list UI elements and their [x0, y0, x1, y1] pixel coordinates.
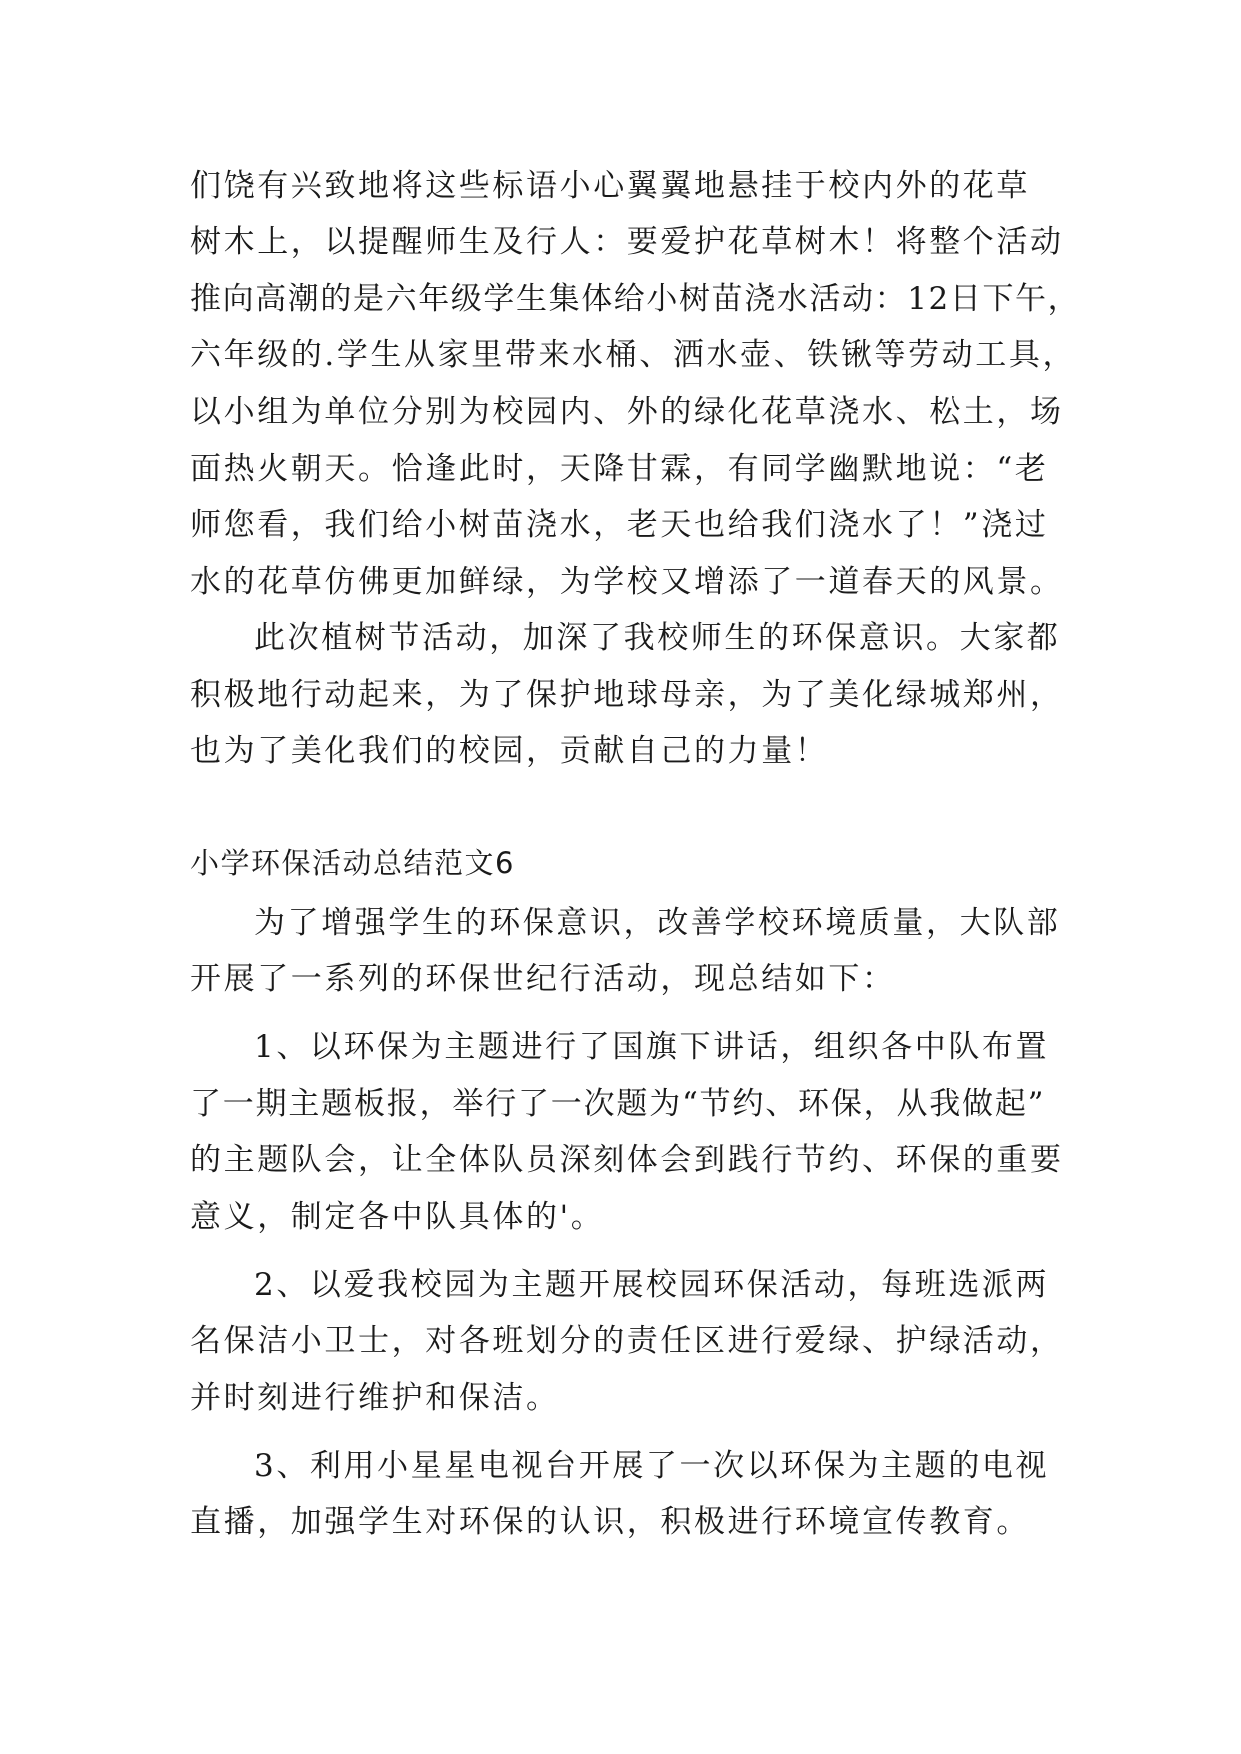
paragraph-line: 六年级的.学生从家里带来水桶、洒水壶、铁锹等劳动工具，: [190, 337, 1077, 373]
list-item-line: 的主题队会，让全体队员深刻体会到践行节约、环保的重要: [190, 1142, 1064, 1178]
paragraph-line: 也为了美化我们的校园，贡献自己的力量！: [190, 733, 829, 769]
list-item-line: 了一期主题板报，举行了一次题为“节约、环保，从我做起”: [190, 1086, 1046, 1122]
list-item-line: 名保洁小卫士，对各班划分的责任区进行爱绿、护绿活动，: [190, 1323, 1064, 1359]
paragraph-line: 面热火朝天。恰逢此时，天降甘霖，有同学幽默地说：“老: [190, 451, 1049, 487]
list-item-line: 并时刻进行维护和保洁。: [190, 1380, 560, 1416]
paragraph-line: 为了增强学生的环保意识，改善学校环境质量，大队部: [254, 905, 1061, 941]
section-heading: 小学环保活动总结范文6: [190, 846, 515, 880]
paragraph-line: 推向高潮的是六年级学生集体给小树苗浇水活动：12日下午，: [190, 281, 1081, 317]
paragraph-line: 以小组为单位分别为校园内、外的绿化花草浇水、松土，场: [190, 394, 1064, 430]
paragraph-line: 此次植树节活动，加深了我校师生的环保意识。大家都: [254, 620, 1061, 656]
list-item-line: 1、以环保为主题进行了国旗下讲话，组织各中队布置: [254, 1029, 1050, 1065]
paragraph-line: 水的花草仿佛更加鲜绿，为学校又增添了一道春天的风景。: [190, 564, 1064, 600]
list-item-line: 3、利用小星星电视台开展了一次以环保为主题的电视: [254, 1448, 1050, 1484]
paragraph-line: 开展了一系列的环保世纪行活动，现总结如下：: [190, 961, 896, 997]
paragraph-line: 师您看，我们给小树苗浇水，老天也给我们浇水了！”浇过: [190, 507, 1049, 543]
paragraph-line: 们饶有兴致地将这些标语小心翼翼地悬挂于校内外的花草: [190, 168, 1030, 204]
paragraph-line: 树木上，以提醒师生及行人：要爱护花草树木！将整个活动: [190, 224, 1064, 260]
paragraph-line: 积极地行动起来，为了保护地球母亲，为了美化绿城郑州，: [190, 677, 1064, 713]
list-item-line: 直播，加强学生对环保的认识，积极进行环境宣传教育。: [190, 1504, 1030, 1540]
list-item-line: 意义，制定各中队具体的'。: [190, 1199, 605, 1235]
list-item-line: 2、以爱我校园为主题开展校园环保活动，每班选派两: [254, 1267, 1050, 1303]
